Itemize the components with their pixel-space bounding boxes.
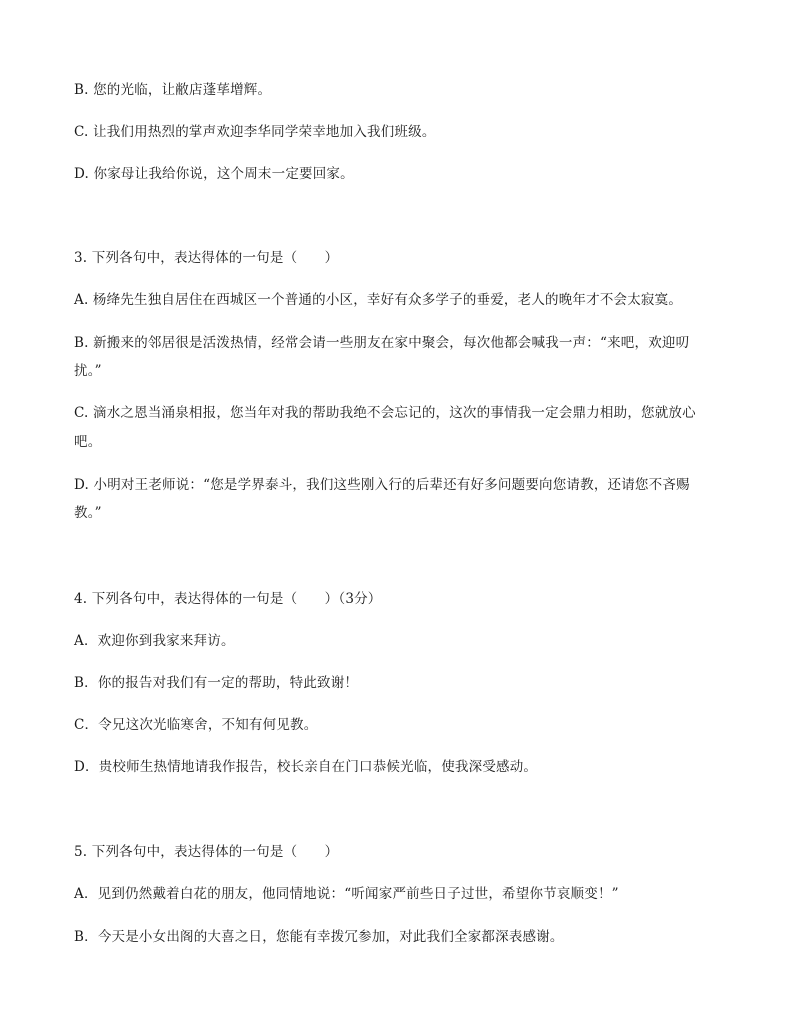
q3-option-d: D. 小明对王老师说：“您是学界泰斗，我们这些刚入行的后辈还有好多问题要向您请教，还请您不吝赐 [74, 477, 690, 493]
q3-option-d-cont: 教。” [74, 505, 102, 521]
q4-option-b: B．你的报告对我们有一定的帮助，特此致谢！ [74, 675, 359, 691]
q4-option-c: C．令兄这次光临寒舍，不知有何见教。 [74, 717, 318, 733]
option-d-prev: D. 你家母让我给你说，这个周末一定要回家。 [74, 166, 354, 182]
q3-option-a: A. 杨绛先生独自居住在西城区一个普通的小区，幸好有众多学子的垂爱，老人的晚年才不会太寂寞。 [74, 292, 683, 308]
q3-option-b: B. 新搬来的邻居很是活泼热情，经常会请一些朋友在家中聚会，每次他都会喊我一声：“来吧，欢迎叨 [74, 335, 690, 351]
option-c-prev: C. 让我们用热烈的掌声欢迎李华同学荣幸地加入我们班级。 [74, 124, 436, 140]
q3-option-b-cont: 扰。” [74, 363, 102, 379]
q3-option-c: C. 滴水之恩当涌泉相报，您当年对我的帮助我绝不会忘记的，这次的事情我一定会鼎力相助，您就放心 [74, 405, 696, 421]
q5-option-a: A．见到仍然戴着白花的朋友，他同情地说：“听闻家严前些日子过世，希望你节哀顺变！” [74, 886, 619, 902]
question-3: 3. 下列各句中，表达得体的一句是（ ） [74, 250, 339, 266]
question-5: 5. 下列各句中，表达得体的一句是（ ） [74, 844, 339, 860]
q4-option-a: A．欢迎你到我家来拜访。 [74, 633, 235, 649]
question-4: 4. 下列各句中，表达得体的一句是（ ）（3分） [74, 591, 382, 607]
q4-option-d: D．贵校师生热情地请我作报告，校长亲自在门口恭候光临，使我深受感动。 [74, 759, 538, 775]
option-b-prev: B. 您的光临，让敝店蓬荜增辉。 [74, 82, 272, 98]
q3-option-c-cont: 吧。 [74, 434, 102, 450]
q5-option-b: B．今天是小女出阁的大喜之日，您能有幸拨冗参加，对此我们全家都深表感谢。 [74, 929, 564, 945]
